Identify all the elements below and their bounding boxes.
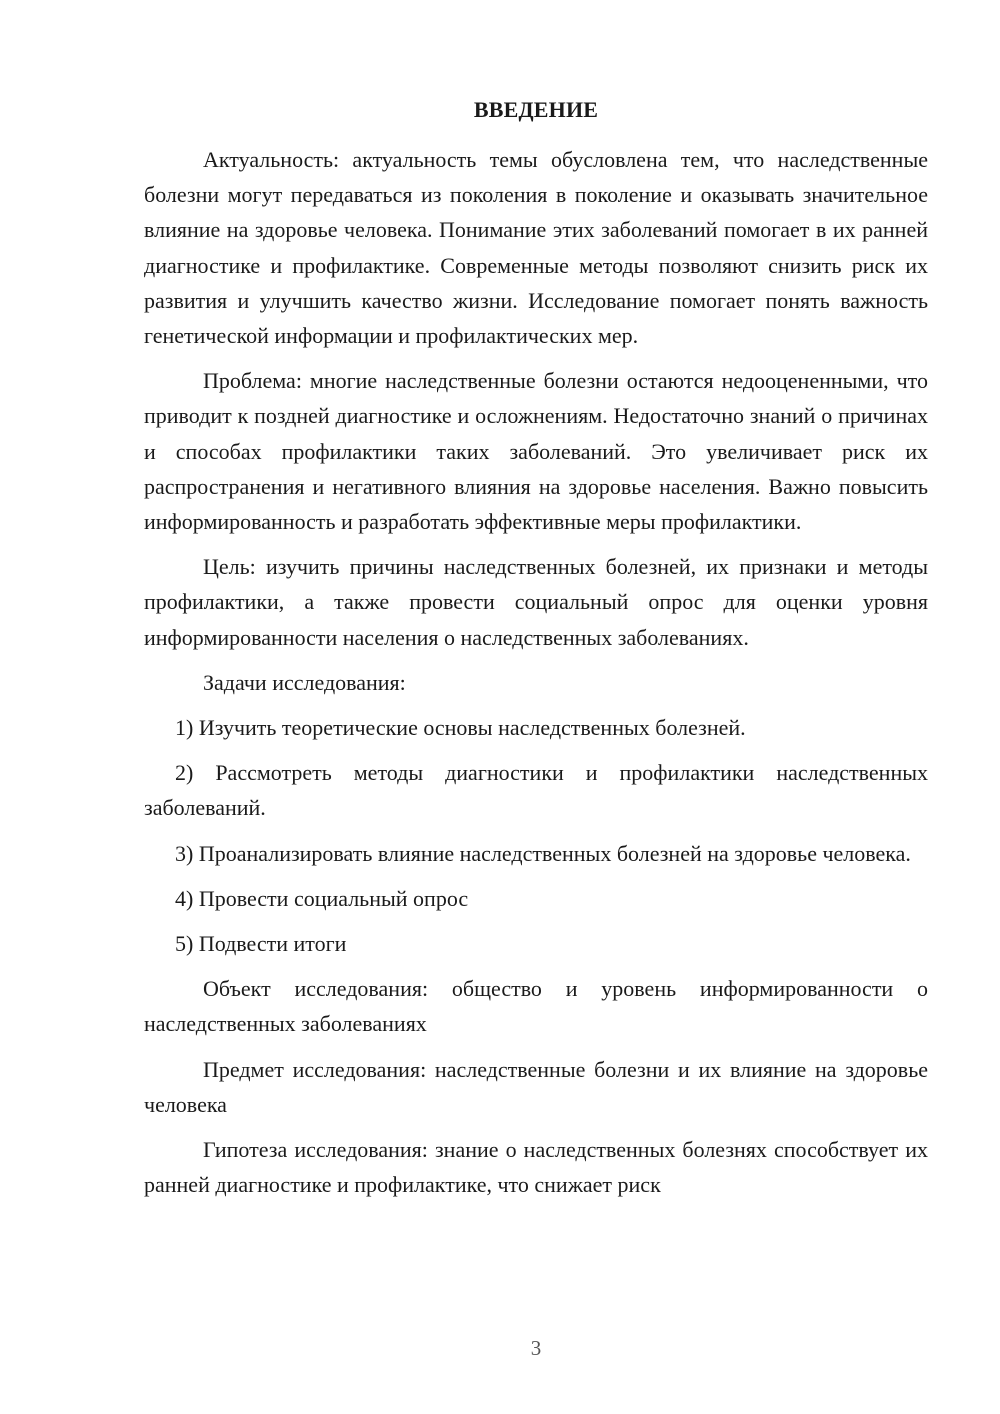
paragraph-object: Объект исследования: общество и уровень информированности о наследственных заболеваниях <box>144 976 928 1037</box>
task-item-1: 1) Изучить теоретические основы наследственных болезней. <box>175 715 746 741</box>
task-item-5: 5) Подвести итоги <box>175 931 347 957</box>
paragraph-problem: Проблема: многие наследственные болезни остаются недооцененными, что приводит к поздней диагностике и осложнениям. Недостаточно знаний о причинах и способах профилактики таких заболеваний. Это увеличивает риск их распространения и негативного влияния на здоровье населения. Важно повысить информированность и разработать эффективные меры профилактики. <box>144 368 928 535</box>
paragraph-subject: Предмет исследования: наследственные болезни и их влияние на здоровье человека <box>144 1056 928 1117</box>
body-text <box>144 142 928 1212</box>
paragraph-relevance: Актуальность: актуальность темы обусловлена тем, что наследственные болезни могут передаваться из поколения в поколение и оказывать значительное влияние на здоровье человека. Понимание этих заболеваний помогает в их ранней диагностике и профилактике. Современные методы позволяют снизить риск их развития и улучшить качество жизни. Исследование помогает понять важность генетической информации и профилактических мер. <box>144 147 928 349</box>
paragraph-hypothesis: Гипотеза исследования: знание о наследственных болезнях способствует их ранней диагностике и профилактике, что снижает риск <box>144 1137 928 1198</box>
paragraph-goal: Цель: изучить причины наследственных болезней, их признаки и методы профилактики, а также провести социальный опрос для оценки уровня информированности населения о наследственных заболеваниях. <box>144 554 928 650</box>
task-item-4: 4) Провести социальный опрос <box>175 885 469 911</box>
paragraph-tasks-heading: Задачи исследования: <box>203 669 406 695</box>
task-item-3: 3) Проанализировать влияние наследственных болезней на здоровье человека. <box>175 840 911 866</box>
page-number: 3 <box>530 1336 542 1360</box>
section-heading: ВВЕДЕНИЕ <box>473 97 599 122</box>
task-item-2: 2) Рассмотреть методы диагностики и профилактики наследственных заболеваний. <box>144 760 928 821</box>
